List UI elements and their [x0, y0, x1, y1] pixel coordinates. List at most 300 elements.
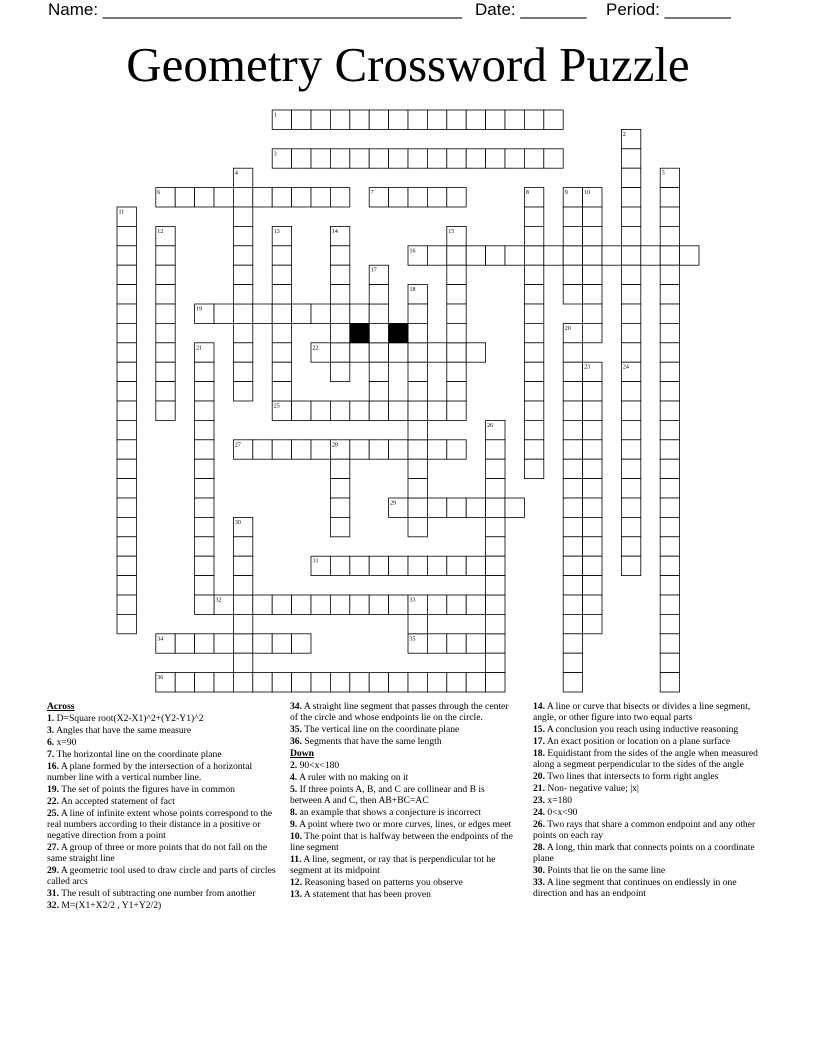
- grid-cell[interactable]: [233, 188, 252, 207]
- grid-cell[interactable]: [583, 382, 602, 401]
- grid-cell[interactable]: [330, 110, 349, 129]
- grid-cell[interactable]: [563, 382, 582, 401]
- grid-cell[interactable]: [350, 595, 369, 614]
- grid-cell[interactable]: [214, 673, 233, 692]
- grid-cell[interactable]: [583, 537, 602, 556]
- grid-cell[interactable]: [408, 556, 427, 575]
- grid-cell[interactable]: [311, 110, 330, 129]
- grid-cell[interactable]: [195, 537, 214, 556]
- grid-cell[interactable]: [583, 479, 602, 498]
- grid-cell[interactable]: [486, 537, 505, 556]
- grid-cell[interactable]: [233, 304, 252, 323]
- grid-cell[interactable]: [233, 343, 252, 362]
- grid-cell[interactable]: [272, 188, 291, 207]
- grid-cell[interactable]: [524, 285, 543, 304]
- grid-cell[interactable]: [427, 110, 446, 129]
- grid-cell[interactable]: [660, 188, 679, 207]
- grid-cell[interactable]: [311, 149, 330, 168]
- grid-cell[interactable]: [330, 479, 349, 498]
- grid-cell[interactable]: [621, 188, 640, 207]
- grid-cell[interactable]: [447, 246, 466, 265]
- grid-cell[interactable]: [524, 459, 543, 478]
- grid-cell[interactable]: [544, 149, 563, 168]
- grid-cell[interactable]: [427, 556, 446, 575]
- grid-cell[interactable]: [641, 246, 660, 265]
- grid-cell[interactable]: [272, 246, 291, 265]
- grid-cell[interactable]: [486, 556, 505, 575]
- grid-cell[interactable]: [447, 343, 466, 362]
- grid-cell[interactable]: [117, 517, 136, 536]
- grid-cell[interactable]: [330, 595, 349, 614]
- grid-cell[interactable]: [369, 343, 388, 362]
- grid-cell[interactable]: [330, 149, 349, 168]
- grid-cell[interactable]: [660, 517, 679, 536]
- grid-cell[interactable]: [272, 343, 291, 362]
- grid-cell[interactable]: [447, 149, 466, 168]
- grid-cell[interactable]: [195, 459, 214, 478]
- grid-cell[interactable]: [330, 459, 349, 478]
- grid-cell[interactable]: [544, 246, 563, 265]
- grid-cell[interactable]: [583, 323, 602, 342]
- grid-cell[interactable]: [195, 634, 214, 653]
- grid-cell[interactable]: [660, 401, 679, 420]
- grid-cell[interactable]: [427, 498, 446, 517]
- grid-cell[interactable]: [544, 110, 563, 129]
- grid-cell[interactable]: [621, 285, 640, 304]
- grid-cell[interactable]: [660, 362, 679, 381]
- grid-cell[interactable]: [233, 323, 252, 342]
- grid-cell[interactable]: [563, 595, 582, 614]
- grid-cell[interactable]: [253, 673, 272, 692]
- grid-cell[interactable]: [447, 382, 466, 401]
- grid-cell[interactable]: [253, 188, 272, 207]
- grid-cell[interactable]: [427, 634, 446, 653]
- grid-cell[interactable]: [311, 188, 330, 207]
- grid-cell[interactable]: [233, 595, 252, 614]
- grid-cell[interactable]: [408, 440, 427, 459]
- grid-cell[interactable]: [660, 285, 679, 304]
- grid-cell[interactable]: [350, 440, 369, 459]
- grid-cell[interactable]: [621, 420, 640, 439]
- grid-cell[interactable]: [272, 362, 291, 381]
- grid-cell[interactable]: [369, 285, 388, 304]
- grid-cell[interactable]: [524, 343, 543, 362]
- grid-cell[interactable]: [563, 634, 582, 653]
- grid-cell[interactable]: [563, 420, 582, 439]
- grid-cell[interactable]: [117, 614, 136, 633]
- grid-cell[interactable]: [447, 556, 466, 575]
- grid-cell[interactable]: [563, 576, 582, 595]
- grid-cell[interactable]: [447, 673, 466, 692]
- grid-cell[interactable]: [660, 459, 679, 478]
- grid-cell[interactable]: [486, 634, 505, 653]
- grid-cell[interactable]: [195, 673, 214, 692]
- grid-cell[interactable]: [447, 401, 466, 420]
- grid-cell[interactable]: [233, 382, 252, 401]
- grid-cell[interactable]: [330, 343, 349, 362]
- grid-cell[interactable]: [117, 576, 136, 595]
- grid-cell[interactable]: [330, 362, 349, 381]
- grid-cell[interactable]: [621, 246, 640, 265]
- grid-cell[interactable]: [563, 265, 582, 284]
- grid-cell[interactable]: [427, 673, 446, 692]
- grid-cell[interactable]: [195, 382, 214, 401]
- grid-cell[interactable]: [369, 323, 388, 342]
- grid-cell[interactable]: [292, 595, 311, 614]
- grid-cell[interactable]: [621, 382, 640, 401]
- grid-cell[interactable]: [117, 459, 136, 478]
- grid-cell[interactable]: [505, 110, 524, 129]
- grid-cell[interactable]: [330, 401, 349, 420]
- grid-cell[interactable]: [447, 440, 466, 459]
- grid-cell[interactable]: [389, 673, 408, 692]
- grid-cell[interactable]: [563, 440, 582, 459]
- grid-cell[interactable]: [195, 440, 214, 459]
- grid-cell[interactable]: [195, 595, 214, 614]
- grid-cell[interactable]: [369, 110, 388, 129]
- grid-cell[interactable]: [563, 537, 582, 556]
- grid-cell[interactable]: [563, 207, 582, 226]
- grid-cell[interactable]: [408, 479, 427, 498]
- grid-cell[interactable]: [524, 382, 543, 401]
- grid-cell[interactable]: [175, 188, 194, 207]
- grid-cell[interactable]: [350, 304, 369, 323]
- grid-cell[interactable]: [660, 537, 679, 556]
- grid-cell[interactable]: [524, 304, 543, 323]
- grid-cell[interactable]: [583, 285, 602, 304]
- grid-cell[interactable]: [524, 226, 543, 245]
- grid-cell[interactable]: [233, 537, 252, 556]
- grid-cell[interactable]: [311, 673, 330, 692]
- grid-cell[interactable]: [330, 517, 349, 536]
- grid-cell[interactable]: [117, 226, 136, 245]
- grid-cell[interactable]: [660, 498, 679, 517]
- grid-cell[interactable]: [524, 149, 543, 168]
- grid-cell[interactable]: [408, 323, 427, 342]
- grid-cell[interactable]: [583, 226, 602, 245]
- grid-cell[interactable]: [350, 673, 369, 692]
- grid-cell[interactable]: [583, 401, 602, 420]
- grid-cell[interactable]: [621, 556, 640, 575]
- grid-cell[interactable]: [311, 304, 330, 323]
- grid-cell[interactable]: [583, 576, 602, 595]
- grid-cell[interactable]: [195, 479, 214, 498]
- grid-cell[interactable]: [486, 614, 505, 633]
- grid-cell[interactable]: [195, 420, 214, 439]
- grid-cell[interactable]: [660, 343, 679, 362]
- grid-cell[interactable]: [486, 653, 505, 672]
- grid-cell[interactable]: [408, 362, 427, 381]
- grid-cell[interactable]: [563, 459, 582, 478]
- grid-cell[interactable]: [195, 556, 214, 575]
- grid-cell[interactable]: [233, 576, 252, 595]
- grid-cell[interactable]: [427, 149, 446, 168]
- grid-cell[interactable]: [660, 304, 679, 323]
- grid-cell[interactable]: [330, 285, 349, 304]
- grid-cell[interactable]: [156, 323, 175, 342]
- grid-cell[interactable]: [486, 517, 505, 536]
- grid-cell[interactable]: [272, 323, 291, 342]
- grid-cell[interactable]: [292, 634, 311, 653]
- grid-cell[interactable]: [660, 556, 679, 575]
- grid-cell[interactable]: [195, 498, 214, 517]
- grid-cell[interactable]: [563, 226, 582, 245]
- grid-cell[interactable]: [272, 440, 291, 459]
- grid-cell[interactable]: [156, 246, 175, 265]
- grid-cell[interactable]: [253, 440, 272, 459]
- grid-cell[interactable]: [447, 634, 466, 653]
- grid-cell[interactable]: [660, 440, 679, 459]
- grid-cell[interactable]: [389, 556, 408, 575]
- grid-cell[interactable]: [621, 440, 640, 459]
- grid-cell[interactable]: [272, 595, 291, 614]
- grid-cell[interactable]: [621, 149, 640, 168]
- grid-cell[interactable]: [369, 149, 388, 168]
- grid-cell[interactable]: [680, 246, 699, 265]
- grid-cell[interactable]: [389, 401, 408, 420]
- grid-cell[interactable]: [621, 226, 640, 245]
- grid-cell[interactable]: [408, 304, 427, 323]
- grid-cell[interactable]: [389, 149, 408, 168]
- grid-cell[interactable]: [350, 401, 369, 420]
- grid-cell[interactable]: [660, 576, 679, 595]
- grid-cell[interactable]: [408, 382, 427, 401]
- grid-cell[interactable]: [117, 498, 136, 517]
- grid-cell[interactable]: [486, 110, 505, 129]
- grid-cell[interactable]: [117, 246, 136, 265]
- grid-cell[interactable]: [524, 401, 543, 420]
- grid-cell[interactable]: [369, 304, 388, 323]
- grid-cell[interactable]: [486, 149, 505, 168]
- grid-cell[interactable]: [408, 673, 427, 692]
- grid-cell[interactable]: [602, 246, 621, 265]
- grid-cell[interactable]: [583, 459, 602, 478]
- grid-cell[interactable]: [117, 382, 136, 401]
- grid-cell[interactable]: [466, 595, 485, 614]
- grid-cell[interactable]: [350, 343, 369, 362]
- grid-cell[interactable]: [292, 440, 311, 459]
- grid-cell[interactable]: [292, 110, 311, 129]
- grid-cell[interactable]: [583, 556, 602, 575]
- grid-cell[interactable]: [524, 440, 543, 459]
- grid-cell[interactable]: [408, 459, 427, 478]
- grid-cell[interactable]: [311, 440, 330, 459]
- grid-cell[interactable]: [195, 362, 214, 381]
- grid-cell[interactable]: [350, 556, 369, 575]
- grid-cell[interactable]: [660, 265, 679, 284]
- grid-cell[interactable]: [330, 498, 349, 517]
- grid-cell[interactable]: [427, 188, 446, 207]
- grid-cell[interactable]: [117, 285, 136, 304]
- grid-cell[interactable]: [427, 440, 446, 459]
- grid-cell[interactable]: [369, 401, 388, 420]
- grid-cell[interactable]: [311, 595, 330, 614]
- grid-cell[interactable]: [369, 595, 388, 614]
- grid-cell[interactable]: [505, 498, 524, 517]
- grid-cell[interactable]: [505, 149, 524, 168]
- grid-cell[interactable]: [563, 343, 582, 362]
- grid-cell[interactable]: [447, 265, 466, 284]
- grid-cell[interactable]: [214, 188, 233, 207]
- grid-cell[interactable]: [583, 304, 602, 323]
- grid-cell[interactable]: [156, 382, 175, 401]
- grid-cell[interactable]: [117, 479, 136, 498]
- grid-cell[interactable]: [427, 595, 446, 614]
- grid-cell[interactable]: [330, 323, 349, 342]
- grid-cell[interactable]: [330, 673, 349, 692]
- grid-cell[interactable]: [621, 168, 640, 187]
- grid-cell[interactable]: [233, 614, 252, 633]
- grid-cell[interactable]: [195, 576, 214, 595]
- grid-cell[interactable]: [272, 285, 291, 304]
- grid-cell[interactable]: [253, 304, 272, 323]
- grid-cell[interactable]: [408, 517, 427, 536]
- grid-cell[interactable]: [447, 110, 466, 129]
- grid-cell[interactable]: [117, 556, 136, 575]
- grid-cell[interactable]: [292, 188, 311, 207]
- grid-cell[interactable]: [117, 343, 136, 362]
- grid-cell[interactable]: [233, 226, 252, 245]
- grid-cell[interactable]: [660, 226, 679, 245]
- grid-cell[interactable]: [350, 110, 369, 129]
- grid-cell[interactable]: [563, 673, 582, 692]
- grid-cell[interactable]: [621, 343, 640, 362]
- grid-cell[interactable]: [621, 207, 640, 226]
- grid-cell[interactable]: [389, 440, 408, 459]
- grid-cell[interactable]: [195, 517, 214, 536]
- grid-cell[interactable]: [583, 440, 602, 459]
- grid-cell[interactable]: [389, 110, 408, 129]
- grid-cell[interactable]: [233, 285, 252, 304]
- grid-cell[interactable]: [233, 265, 252, 284]
- grid-cell[interactable]: [117, 537, 136, 556]
- grid-cell[interactable]: [621, 265, 640, 284]
- grid-cell[interactable]: [253, 634, 272, 653]
- grid-cell[interactable]: [660, 246, 679, 265]
- grid-cell[interactable]: [427, 401, 446, 420]
- grid-cell[interactable]: [117, 362, 136, 381]
- grid-cell[interactable]: [117, 304, 136, 323]
- grid-cell[interactable]: [292, 149, 311, 168]
- grid-cell[interactable]: [583, 614, 602, 633]
- grid-cell[interactable]: [563, 246, 582, 265]
- grid-cell[interactable]: [621, 537, 640, 556]
- grid-cell[interactable]: [233, 556, 252, 575]
- grid-cell[interactable]: [117, 401, 136, 420]
- grid-cell[interactable]: [447, 498, 466, 517]
- grid-cell[interactable]: [233, 653, 252, 672]
- grid-cell[interactable]: [427, 343, 446, 362]
- grid-cell[interactable]: [117, 440, 136, 459]
- grid-cell[interactable]: [660, 595, 679, 614]
- grid-cell[interactable]: [583, 420, 602, 439]
- grid-cell[interactable]: [330, 246, 349, 265]
- grid-cell[interactable]: [292, 673, 311, 692]
- grid-cell[interactable]: [156, 304, 175, 323]
- grid-cell[interactable]: [408, 420, 427, 439]
- grid-cell[interactable]: [660, 673, 679, 692]
- grid-cell[interactable]: [311, 401, 330, 420]
- grid-cell[interactable]: [272, 382, 291, 401]
- grid-cell[interactable]: [660, 479, 679, 498]
- grid-cell[interactable]: [486, 440, 505, 459]
- grid-cell[interactable]: [563, 285, 582, 304]
- grid-cell[interactable]: [563, 517, 582, 536]
- grid-cell[interactable]: [292, 304, 311, 323]
- grid-cell[interactable]: [524, 265, 543, 284]
- grid-cell[interactable]: [214, 634, 233, 653]
- grid-cell[interactable]: [660, 614, 679, 633]
- grid-cell[interactable]: [408, 149, 427, 168]
- grid-cell[interactable]: [486, 595, 505, 614]
- grid-cell[interactable]: [117, 265, 136, 284]
- grid-cell[interactable]: [563, 653, 582, 672]
- grid-cell[interactable]: [195, 401, 214, 420]
- grid-cell[interactable]: [583, 595, 602, 614]
- grid-cell[interactable]: [583, 246, 602, 265]
- grid-cell[interactable]: [233, 634, 252, 653]
- grid-cell[interactable]: [408, 401, 427, 420]
- grid-cell[interactable]: [563, 556, 582, 575]
- grid-cell[interactable]: [447, 595, 466, 614]
- grid-cell[interactable]: [563, 498, 582, 517]
- grid-cell[interactable]: [389, 188, 408, 207]
- grid-cell[interactable]: [466, 634, 485, 653]
- grid-cell[interactable]: [524, 420, 543, 439]
- grid-cell[interactable]: [466, 673, 485, 692]
- grid-cell[interactable]: [350, 149, 369, 168]
- grid-cell[interactable]: [330, 265, 349, 284]
- grid-cell[interactable]: [156, 343, 175, 362]
- grid-cell[interactable]: [447, 304, 466, 323]
- grid-cell[interactable]: [447, 362, 466, 381]
- grid-cell[interactable]: [524, 362, 543, 381]
- grid-cell[interactable]: [660, 323, 679, 342]
- grid-cell[interactable]: [486, 459, 505, 478]
- grid-cell[interactable]: [563, 362, 582, 381]
- grid-cell[interactable]: [233, 246, 252, 265]
- grid-cell[interactable]: [563, 479, 582, 498]
- grid-cell[interactable]: [486, 246, 505, 265]
- grid-cell[interactable]: [408, 110, 427, 129]
- grid-cell[interactable]: [524, 246, 543, 265]
- grid-cell[interactable]: [486, 576, 505, 595]
- grid-cell[interactable]: [408, 343, 427, 362]
- grid-cell[interactable]: [330, 188, 349, 207]
- grid-cell[interactable]: [117, 420, 136, 439]
- grid-cell[interactable]: [156, 401, 175, 420]
- grid-cell[interactable]: [253, 595, 272, 614]
- grid-cell[interactable]: [427, 246, 446, 265]
- grid-cell[interactable]: [156, 265, 175, 284]
- grid-cell[interactable]: [621, 323, 640, 342]
- grid-cell[interactable]: [466, 556, 485, 575]
- grid-cell[interactable]: [389, 595, 408, 614]
- grid-cell[interactable]: [272, 265, 291, 284]
- grid-cell[interactable]: [447, 285, 466, 304]
- grid-cell[interactable]: [272, 673, 291, 692]
- grid-cell[interactable]: [389, 343, 408, 362]
- grid-cell[interactable]: [330, 556, 349, 575]
- grid-cell[interactable]: [408, 498, 427, 517]
- grid-cell[interactable]: [175, 634, 194, 653]
- grid-cell[interactable]: [117, 595, 136, 614]
- grid-cell[interactable]: [563, 401, 582, 420]
- grid-cell[interactable]: [466, 110, 485, 129]
- grid-cell[interactable]: [175, 673, 194, 692]
- grid-cell[interactable]: [447, 188, 466, 207]
- grid-cell[interactable]: [466, 343, 485, 362]
